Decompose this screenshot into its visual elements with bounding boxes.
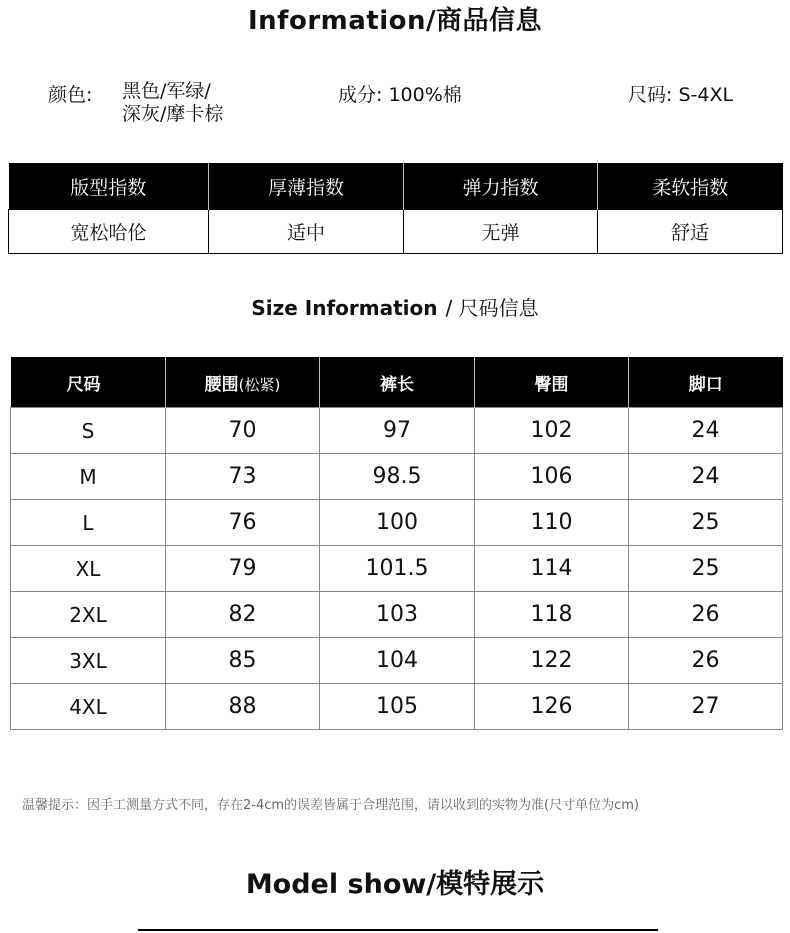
fabric-header-elasticity: 弹力指数 [404, 163, 598, 210]
divider-line [138, 929, 658, 931]
size-table-body [11, 408, 783, 730]
fabric-header-softness: 柔软指数 [598, 163, 783, 210]
size-header-waist-label: 腰围 [204, 374, 239, 395]
cell-hip: 106 [475, 454, 629, 500]
cell-hem: 25 [629, 500, 783, 546]
cell-size: 3XL [11, 638, 166, 684]
size-header-length: 裤长 [320, 357, 475, 408]
cell-hem: 24 [629, 454, 783, 500]
table-row [11, 454, 783, 500]
cell-waist: 70 [166, 408, 320, 454]
table-row [11, 500, 783, 546]
size-header-waist [166, 357, 320, 408]
cell-waist: 73 [166, 454, 320, 500]
size-header-size: 尺码 [11, 357, 166, 408]
model-show-title: Model show/模特展示 [245, 869, 545, 900]
size-header-hem: 脚口 [629, 357, 783, 408]
cell-hip: 122 [475, 638, 629, 684]
size-header-hip: 臀围 [475, 357, 629, 408]
cell-length: 98.5 [320, 454, 475, 500]
cell-length: 103 [320, 592, 475, 638]
size-header-row [11, 357, 783, 408]
cell-hem: 26 [629, 592, 783, 638]
fabric-value-elasticity: 无弹 [404, 210, 598, 254]
cell-length: 101.5 [320, 546, 475, 592]
cell-hip: 102 [475, 408, 629, 454]
cell-waist: 85 [166, 638, 320, 684]
cell-hip: 110 [475, 500, 629, 546]
fabric-header-row [9, 163, 783, 210]
measurement-note: 温馨提示：因手工测量方式不同，存在2-4cm的误差皆属于合理范围，请以收到的实物为准(尺寸单位为cm) [22, 798, 639, 813]
color-line-1: 黑色/军绿/ [122, 80, 211, 102]
cell-hem: 27 [629, 684, 783, 730]
cell-size: 2XL [11, 592, 166, 638]
fabric-index-table [8, 163, 783, 254]
fabric-header-fit: 版型指数 [9, 163, 209, 210]
size-title-cn: / 尺码信息 [445, 296, 539, 320]
color-values [122, 80, 223, 126]
fabric-value-fit: 宽松哈伦 [9, 210, 209, 254]
cell-length: 105 [320, 684, 475, 730]
cell-size: 4XL [11, 684, 166, 730]
cell-hem: 25 [629, 546, 783, 592]
table-row [11, 638, 783, 684]
fabric-value-thickness: 适中 [209, 210, 404, 254]
cell-waist: 82 [166, 592, 320, 638]
cell-length: 100 [320, 500, 475, 546]
cell-size: M [11, 454, 166, 500]
size-header-waist-note: (松紧) [238, 375, 281, 394]
table-row [11, 408, 783, 454]
composition: 成分: 100%棉 [338, 84, 462, 106]
cell-length: 97 [320, 408, 475, 454]
fabric-header-thickness: 厚薄指数 [209, 163, 404, 210]
cell-size: XL [11, 546, 166, 592]
table-row [11, 592, 783, 638]
color-line-2: 深灰/摩卡棕 [122, 103, 224, 125]
fabric-value-softness: 舒适 [598, 210, 783, 254]
cell-length: 104 [320, 638, 475, 684]
size-range: 尺码: S-4XL [628, 84, 734, 106]
cell-waist: 76 [166, 500, 320, 546]
table-row [11, 546, 783, 592]
size-table [10, 357, 783, 730]
fabric-value-row [9, 210, 783, 254]
table-row [11, 684, 783, 730]
cell-hip: 118 [475, 592, 629, 638]
page-title: Information/商品信息 [247, 6, 543, 36]
color-label: 颜色: [48, 84, 93, 106]
cell-waist: 88 [166, 684, 320, 730]
cell-size: S [11, 408, 166, 454]
cell-hem: 26 [629, 638, 783, 684]
cell-hem: 24 [629, 408, 783, 454]
size-title-en: Size Information [251, 296, 438, 320]
cell-waist: 79 [166, 546, 320, 592]
cell-size: L [11, 500, 166, 546]
cell-hip: 114 [475, 546, 629, 592]
cell-hip: 126 [475, 684, 629, 730]
size-section-title [0, 292, 790, 321]
